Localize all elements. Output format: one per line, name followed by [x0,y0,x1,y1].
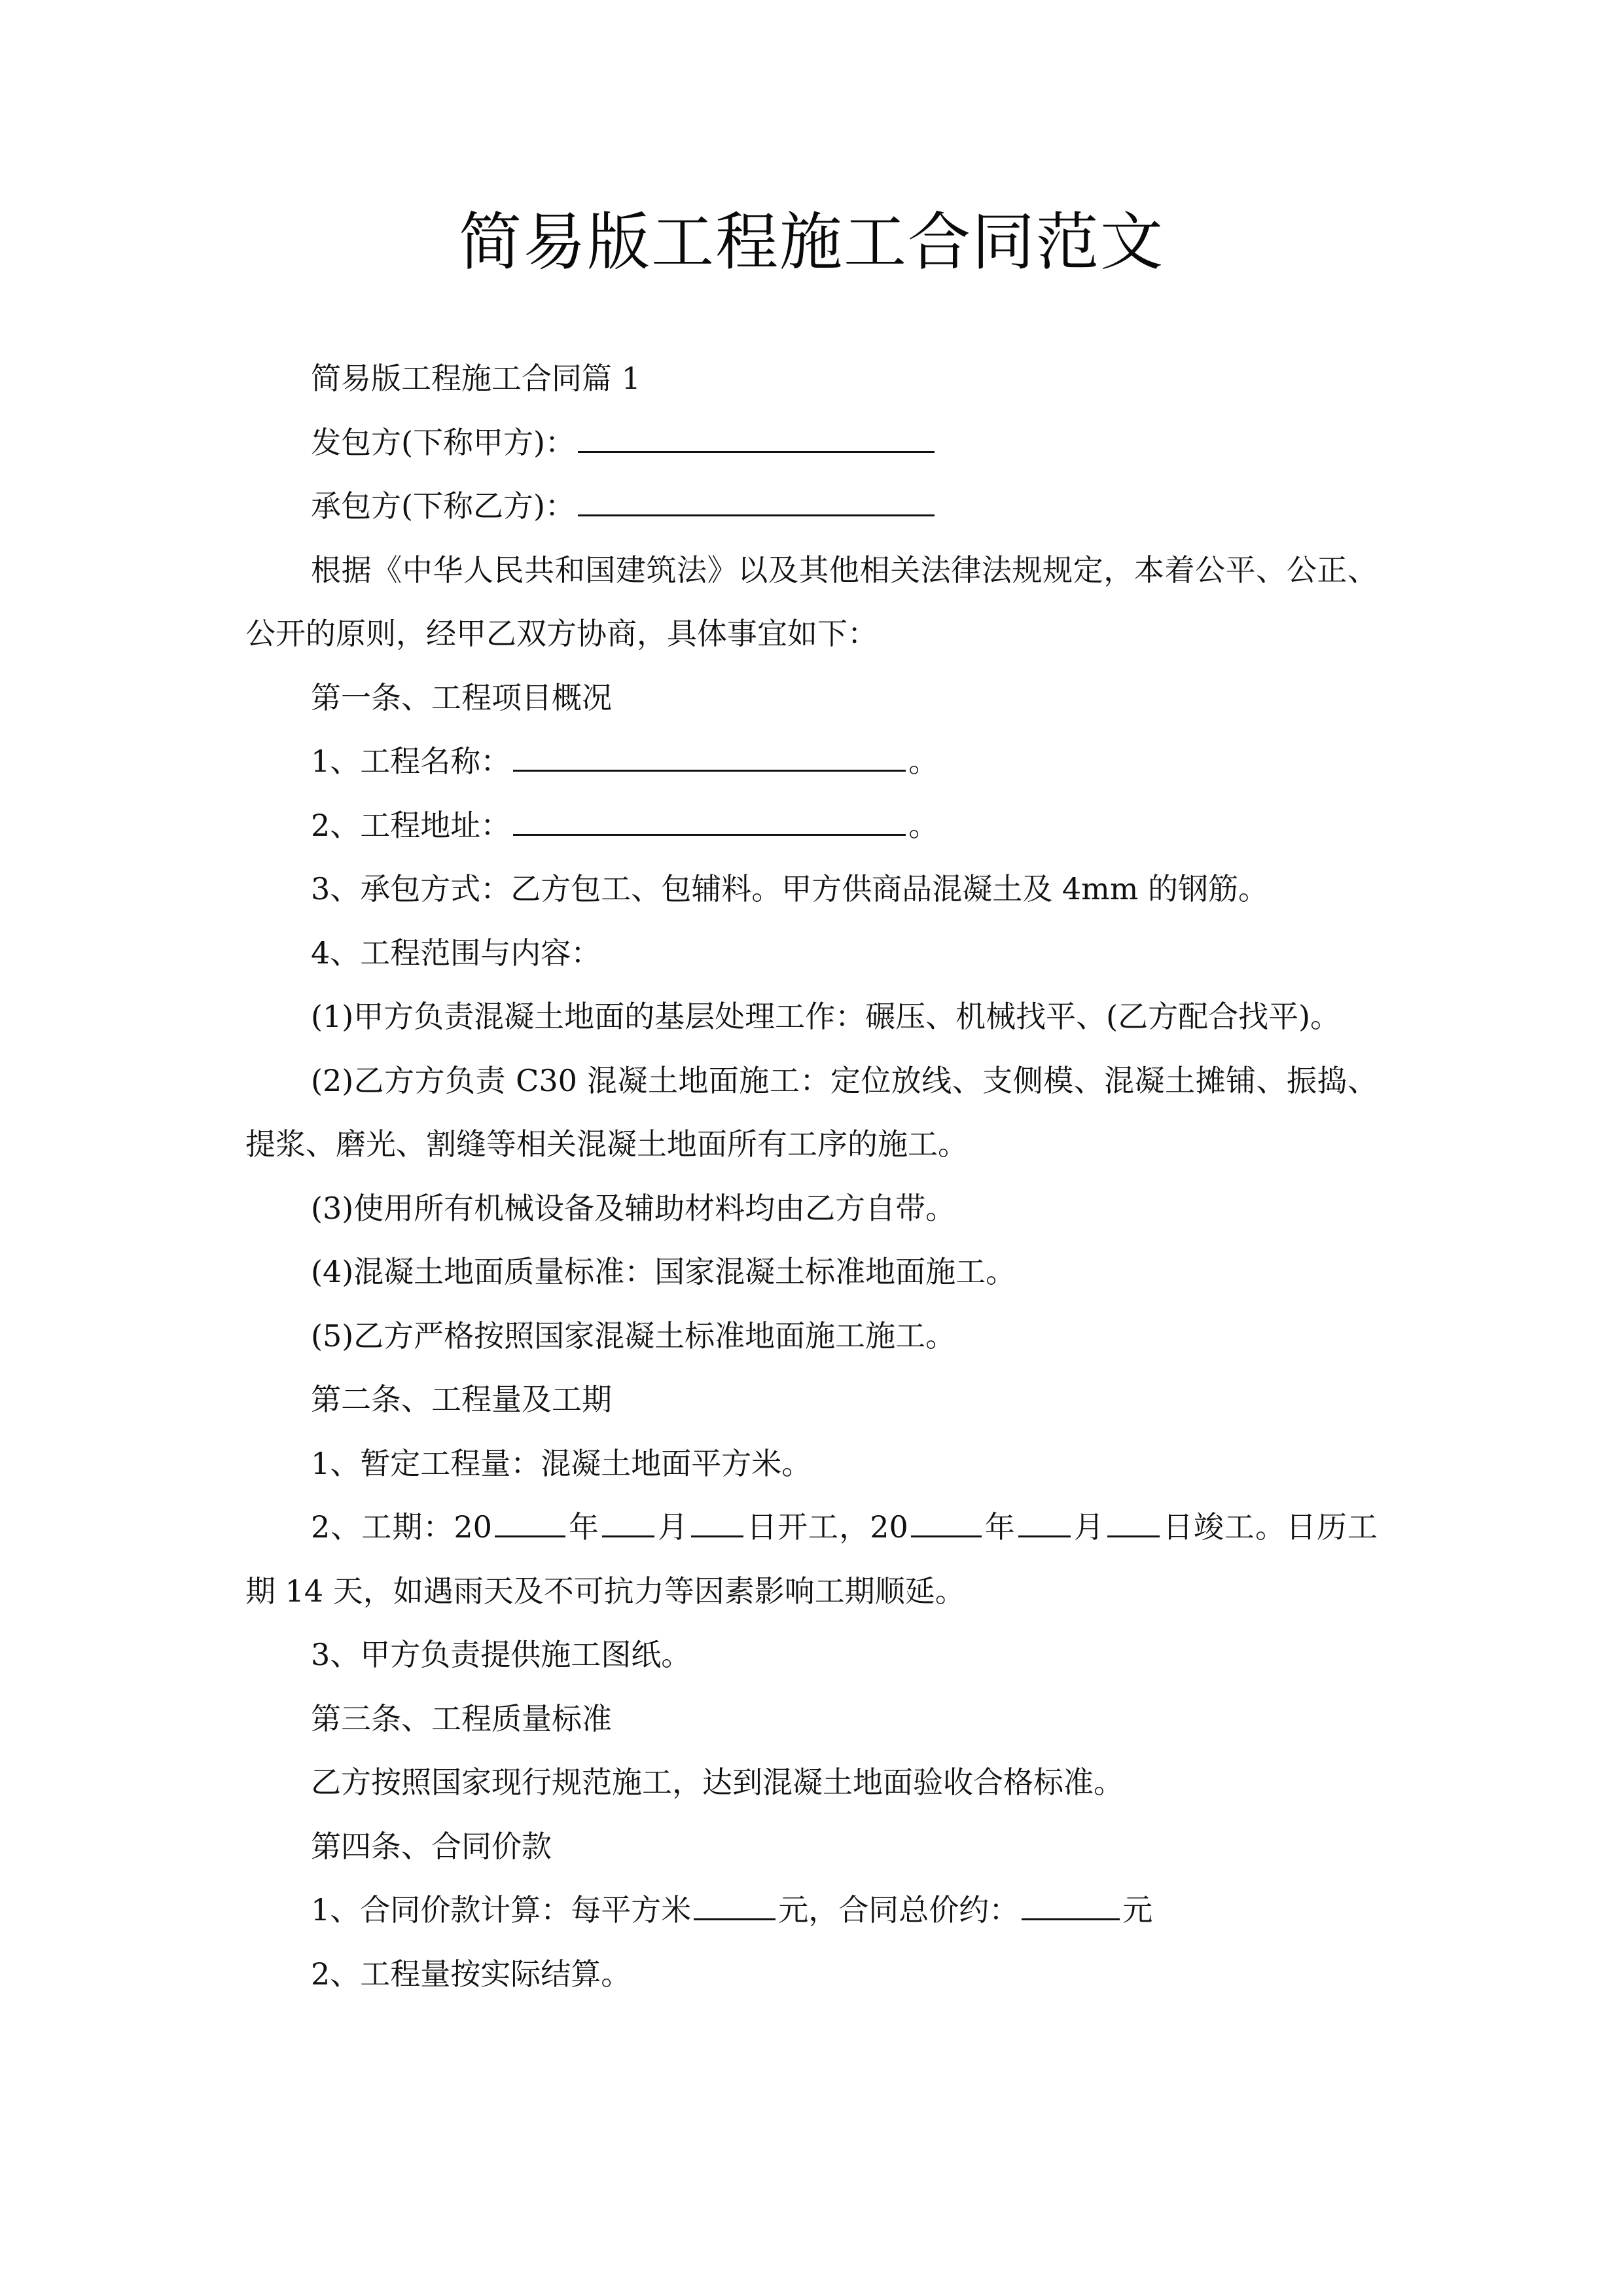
contract-method: 3、承包方式：乙方包工、包辅料。甲方供商品混凝土及 4mm 的钢筋。 [311,871,1269,906]
quantity-line: 1、暂定工程量：混凝土地面平方米。 [311,1445,812,1481]
price-line [245,1878,1378,1943]
article-1-heading: 第一条、工程项目概况 [311,679,612,715]
month-label: 月 [657,1509,689,1545]
end-day-blank [1107,1505,1160,1537]
scope-item-2: (2)乙方方负责 C30 混凝土地面施工：定位放线、支侧模、混凝土摊铺、振捣、提浆、磨光、割缝等相关混凝土地面所有工序的施工。 [245,1062,1378,1162]
total-price-blank [1022,1888,1120,1920]
price-mid: 元，合同总价约： [778,1892,1020,1928]
period: 。 [908,807,939,843]
schedule-prefix: 2、工期：20 [311,1509,492,1545]
project-name-label: 1、工程名称： [311,744,511,779]
article-3-heading: 第三条、工程质量标准 [311,1700,612,1736]
drawings-line: 3、甲方负责提供施工图纸。 [311,1637,692,1672]
party-b-blank [578,484,935,516]
party-b-line [245,475,1378,539]
unit-price-blank [694,1888,776,1920]
party-a-line [245,411,1378,475]
end-year-blank [911,1505,982,1537]
party-a-label: 发包方(下称甲方)： [311,424,575,460]
scope-item-3: (3)使用所有机械设备及辅助材料均由乙方自带。 [311,1190,956,1226]
settlement-line: 2、工程量按实际结算。 [311,1956,632,1992]
preamble: 根据《中华人民共和国建筑法》以及其他相关法律法规规定，本着公平、公正、公开的原则，经甲乙双方协商，具体事宜如下： [245,552,1378,651]
start-day-blank [691,1505,743,1537]
party-b-label: 承包方(下称乙方)： [311,488,575,524]
price-prefix: 1、合同价款计算：每平方米 [311,1892,692,1928]
schedule-line [245,1496,1378,1623]
party-a-blank [578,421,935,453]
end-day-text: 日竣工。日历工期 14 天，如遇雨天及不可抗力等因素影响工期顺延。 [245,1509,1378,1609]
project-name-blank [513,740,906,772]
start-day-text: 日开工，20 [746,1509,908,1545]
document-body [245,347,1378,2006]
project-name-line [245,730,1378,794]
scope-item-4: (4)混凝土地面质量标准：国家混凝土标准地面施工。 [311,1254,1016,1289]
section-heading: 简易版工程施工合同篇 1 [311,361,641,396]
period: 。 [908,744,939,779]
document-title: 简易版工程施工合同范文 [459,206,1164,279]
year-label: 年 [567,1509,599,1545]
quality-standard-text: 乙方按照国家现行规范施工，达到混凝土地面验收合格标准。 [311,1765,1124,1800]
project-address-label: 2、工程地址： [311,807,511,843]
start-month-blank [602,1505,654,1537]
project-address-blank [513,804,906,836]
project-address-line [245,794,1378,858]
scope-item-1: (1)甲方负责混凝土地面的基层处理工作：碾压、机械找平、(乙方配合找平)。 [311,999,1341,1034]
article-4-heading: 第四条、合同价款 [311,1828,552,1864]
start-year-blank [495,1505,565,1537]
end-month-blank [1018,1505,1071,1537]
year-label: 年 [984,1509,1016,1545]
price-suffix: 元 [1122,1892,1153,1928]
scope-item-5: (5)乙方严格按照国家混凝土标准地面施工施工。 [311,1318,956,1354]
month-label: 月 [1073,1509,1105,1545]
article-2-heading: 第二条、工程量及工期 [311,1382,612,1417]
scope-heading: 4、工程范围与内容： [311,935,601,971]
